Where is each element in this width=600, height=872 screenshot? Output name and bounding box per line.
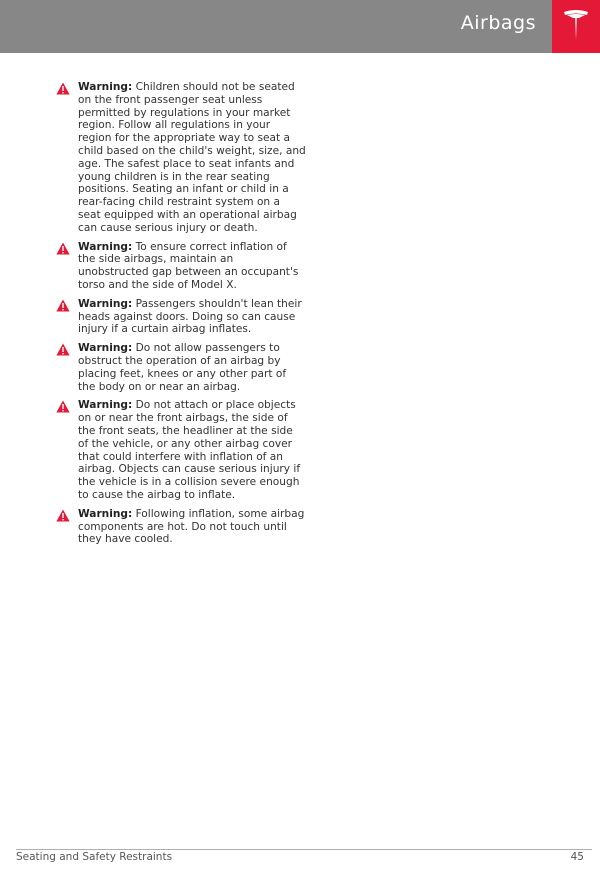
- warning-item: [56, 342, 306, 393]
- warning-triangle-icon: [56, 400, 70, 413]
- warning-label: Warning:: [78, 297, 133, 310]
- warning-triangle-icon: [56, 343, 70, 356]
- warning-text: Children should not be seated on the front passenger seat unless permitted by regulations in your market region. Follow all regulations in your region for the appropriate way to seat a child based on the child's weight, size, and age. The safest place to seat infants and young children is in the rear seating positions. Seating an infant or child in a rear-facing child restraint system on a seat equipped with an operational airbag can cause serious injury or death.: [78, 81, 306, 234]
- warning-label: Warning:: [78, 507, 133, 520]
- warning-triangle-icon: [56, 82, 70, 95]
- footer-divider: [16, 849, 592, 850]
- tesla-logo-icon: [563, 9, 589, 41]
- warning-item: [56, 399, 306, 501]
- warning-label: Warning:: [78, 399, 133, 412]
- warning-text: Do not attach or place objects on or near the front airbags, the side of the front seats, the headliner at the side of the vehicle, or any other airbag cover that could interfere with inflation of an airbag. Objects can cause serious injury if the vehicle is in a collision severe enough to cause the airbag to inflate.: [78, 399, 301, 501]
- warning-label: Warning:: [78, 342, 133, 355]
- warning-item: [56, 508, 306, 546]
- page-number: 45: [570, 851, 584, 863]
- warning-triangle-icon: [56, 242, 70, 255]
- warning-item: [56, 81, 306, 235]
- warning-text: Passengers shouldn't lean their heads against doors. Doing so can cause injury if a curtain airbag inflates.: [78, 297, 302, 336]
- warning-triangle-icon: [56, 509, 70, 522]
- footer-section-title: Seating and Safety Restraints: [16, 851, 173, 863]
- warning-triangle-icon: [56, 299, 70, 312]
- warning-text: To ensure correct inflation of the side airbags, maintain an unobstructed gap between an occupant's torso and the side of Model X.: [78, 240, 299, 291]
- warning-item: [56, 241, 306, 292]
- brand-logo: [552, 0, 600, 53]
- warning-text: Do not allow passengers to obstruct the operation of an airbag by placing feet, knees or any other part of the body on or near an airbag.: [78, 342, 287, 393]
- warning-item: [56, 298, 306, 336]
- warnings-list: [56, 81, 306, 552]
- page-header: [0, 0, 552, 53]
- page-title: Airbags: [460, 12, 536, 34]
- warning-label: Warning:: [78, 81, 133, 93]
- warning-label: Warning:: [78, 240, 133, 253]
- warning-text: Following inflation, some airbag components are hot. Do not touch until they have cooled.: [78, 507, 305, 546]
